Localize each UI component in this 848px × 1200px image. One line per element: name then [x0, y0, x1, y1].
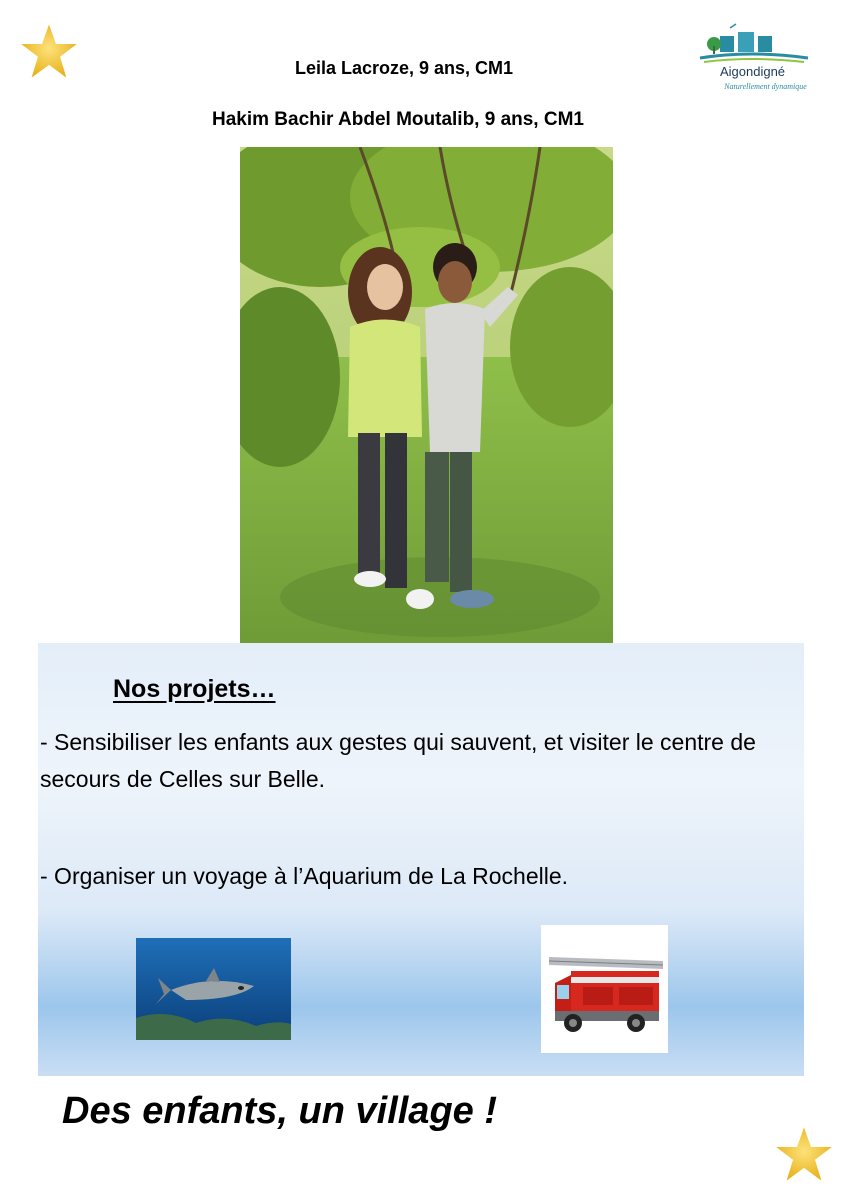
student-name-1: Leila Lacroze, 9 ans, CM1 — [294, 58, 514, 78]
logo-name: Aigondigné — [719, 64, 786, 79]
project-item-1: - Sensibiliser les enfants aux gestes qui sauvent, et visiter le centre de secours de Celles sur Belle. — [40, 729, 756, 792]
logo-tagline: Naturellement dynamique — [724, 82, 807, 91]
project-item-2: - Organiser un voyage à l’Aquarium de La Rochelle. — [40, 863, 569, 889]
student-name-2: Hakim Bachir Abdel Moutalib, 9 ans, CM1 — [212, 109, 584, 130]
star-icon — [775, 1125, 833, 1183]
projects-title: Nos projets… — [113, 675, 276, 703]
slogan: Des enfants, un village ! — [62, 1090, 497, 1132]
fire-truck-image — [541, 925, 668, 1053]
children-photo — [240, 147, 613, 654]
aquarium-shark-image — [136, 938, 291, 1040]
